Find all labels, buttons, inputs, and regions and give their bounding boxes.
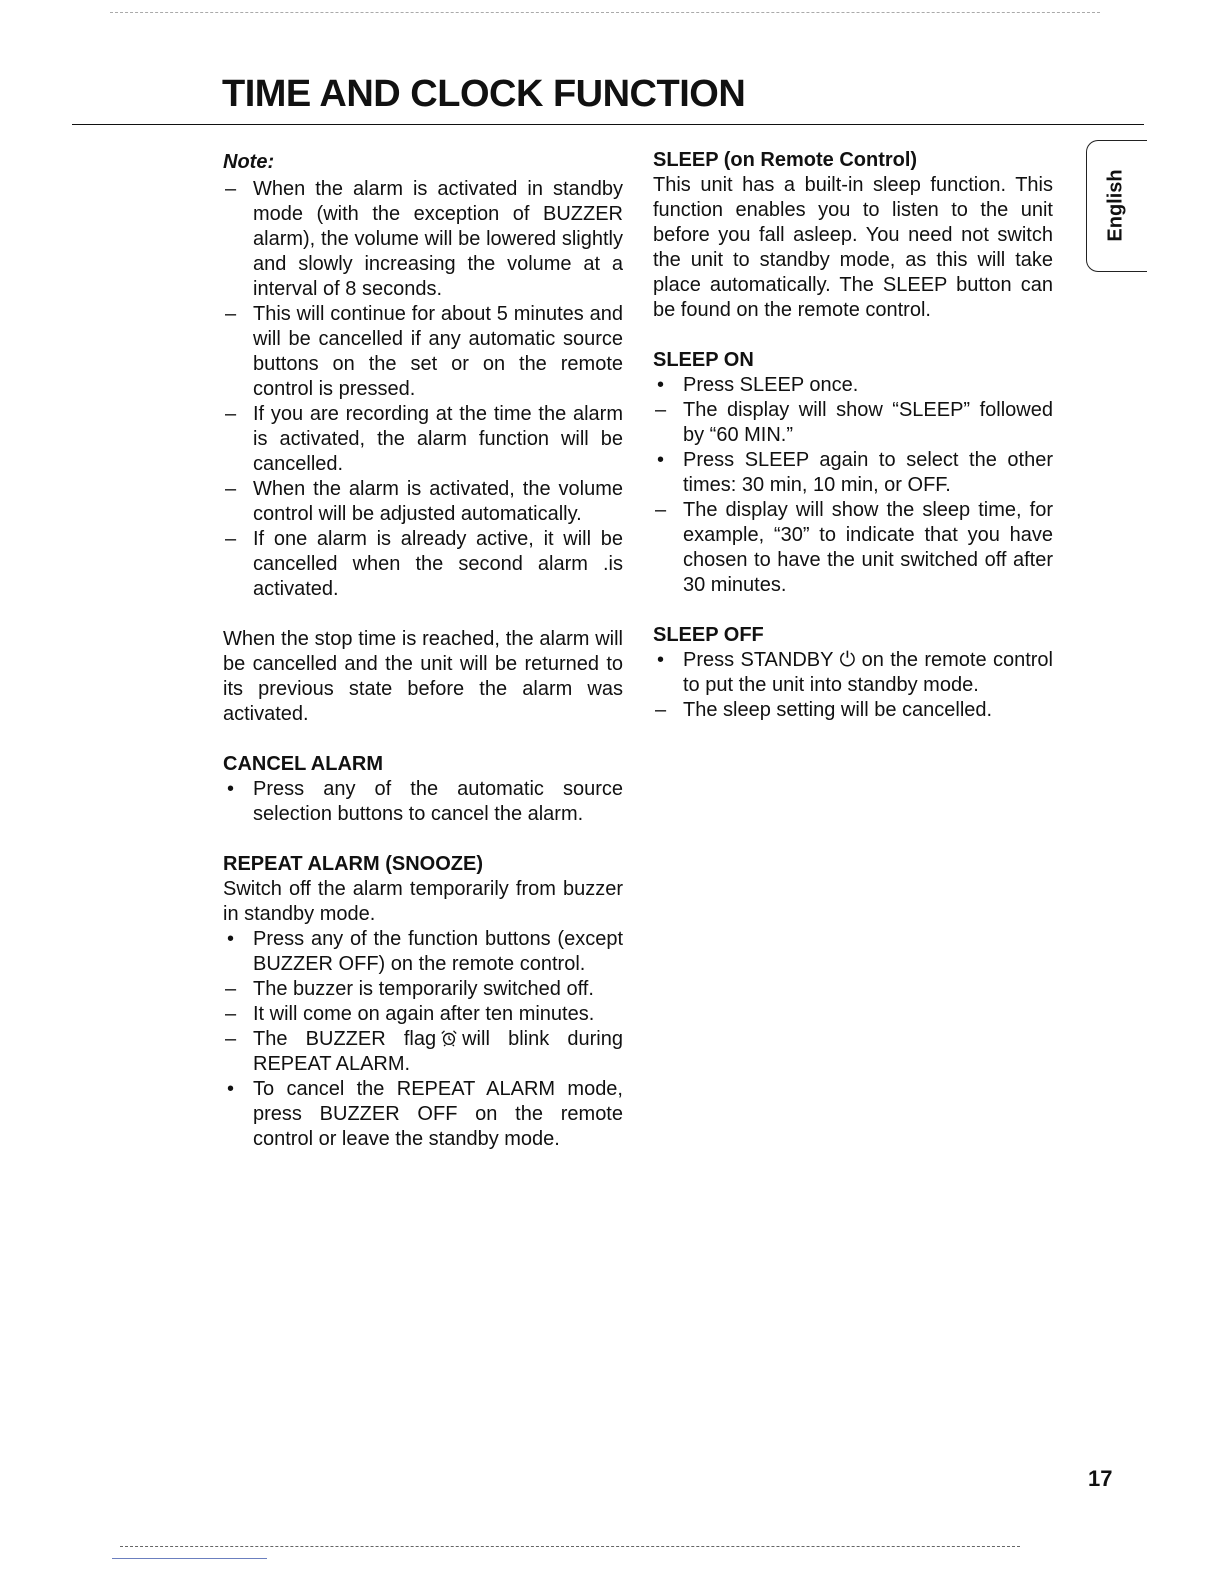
list-item [223,777,623,827]
bullet-marker: • [227,778,235,800]
list-item-text: When the alarm is activated, the volume control will be adjusted automatically. [253,478,623,525]
list-item [223,927,623,977]
list-item [223,302,623,402]
repeat-alarm-list [223,927,623,1152]
list-item [653,448,1053,498]
dash-marker: – [225,303,237,325]
list-item [653,498,1053,598]
bullet-marker: • [657,449,665,471]
list-item [223,477,623,527]
list-item [223,402,623,477]
title-divider [72,124,1144,125]
spacer [223,602,623,627]
sleep-remote-heading: SLEEP (on Remote Control) [653,149,918,171]
list-item [653,698,1053,723]
list-item-text: Press any of the automatic source selection buttons to cancel the alarm. [253,778,623,825]
dash-marker: – [225,1028,237,1050]
language-label-text: English [1104,168,1127,242]
list-item [653,373,1053,398]
spacer [223,727,623,752]
dash-marker: – [655,699,667,721]
list-item-text: Press any of the function buttons (except BUZZER OFF) on the remote control. [253,928,623,975]
buzzer-alarm-icon [440,1029,458,1047]
list-item [223,977,623,1002]
scan-artifact-bottom-line [112,1558,267,1559]
list-item-text: The display will show the sleep time, for example, “30” to indicate that you have chosen to have the unit switched off after 30 minutes. [683,499,1053,596]
list-item-text: The buzzer is temporarily switched off. [253,978,594,1000]
dash-marker: – [225,978,237,1000]
dash-marker: – [225,478,237,500]
right-column [653,148,1053,723]
page-number: 17 [1088,1466,1113,1491]
cancel-alarm-heading: CANCEL ALARM [223,753,383,775]
dash-marker: – [225,178,237,200]
cancel-alarm-list [223,777,623,827]
dash-marker: – [225,528,237,550]
scan-artifact-bottom [120,1546,1020,1547]
bullet-marker: • [657,374,665,396]
sleep-off-heading: SLEEP OFF [653,624,764,646]
list-item-text: The sleep setting will be cancelled. [683,699,993,721]
list-item-text: Press SLEEP again to select the other times: 30 min, 10 min, or OFF. [683,449,1053,496]
list-item-text: If one alarm is already active, it will be cancelled when the second alarm .is activated. [253,528,623,600]
spacer [653,323,1053,348]
list-item-text: To cancel the REPEAT ALARM mode, press BUZZER OFF on the remote control or leave the standby mode. [253,1078,623,1150]
list-item-text: When the alarm is activated in standby mode (with the exception of BUZZER alarm), the volume will be lowered slightly and slowly increasing the volume at a interval of 8 seconds. [253,178,623,300]
note-label: Note: [223,151,275,173]
stop-time-paragraph: When the stop time is reached, the alarm will be cancelled and the unit will be returned to its previous state before the alarm was activated. [223,628,623,725]
list-item-text: The display will show “SLEEP” followed by “60 MIN.” [683,399,1053,446]
sleep-on-list [653,373,1053,598]
list-item-text: The BUZZER flag [253,1028,437,1050]
list-item [223,1077,623,1152]
sleep-on-heading: SLEEP ON [653,349,754,371]
sleep-remote-paragraph: This unit has a built-in sleep function. This function enables you to listen to the unit before you fall asleep. You need not switch the unit to standby mode, as this will take place automatically. The SLEEP button can be found on the remote control. [653,174,1053,321]
bullet-marker: • [227,1078,235,1100]
list-item-text: will blink during REPEAT ALARM. [253,1028,623,1075]
spacer [223,827,623,852]
repeat-alarm-heading: REPEAT ALARM (SNOOZE) [223,853,483,875]
list-item-text: This will continue for about 5 minutes and will be cancelled if any automatic source buttons on the set or on the remote control is pressed. [253,303,623,400]
dash-marker: – [225,403,237,425]
note-list [223,177,623,602]
page-title: TIME AND CLOCK FUNCTION [222,73,746,115]
repeat-alarm-intro: Switch off the alarm temporarily from buzzer in standby mode. [223,878,623,925]
list-item-text: It will come on again after ten minutes. [253,1003,595,1025]
list-item-text: If you are recording at the time the alarm is activated, the alarm function will be cancelled. [253,403,623,475]
list-item [223,1027,623,1077]
spacer [653,598,1053,623]
list-item [223,177,623,302]
list-item [223,527,623,602]
sleep-off-list [653,648,1053,723]
scan-artifact-top [110,12,1100,19]
dash-marker: – [655,399,667,421]
dash-marker: – [655,499,667,521]
list-item [653,398,1053,448]
list-item-text: Press SLEEP once. [683,374,859,396]
dash-marker: – [225,1003,237,1025]
bullet-marker: • [227,928,235,950]
list-item [653,648,1053,698]
left-column [223,150,623,1152]
bullet-marker: • [657,649,665,671]
list-item [223,1002,623,1027]
list-item-text: Press STANDBY ⏻ on the remote control to put the unit into standby mode. [683,649,1053,696]
language-tab-label [1086,140,1146,270]
